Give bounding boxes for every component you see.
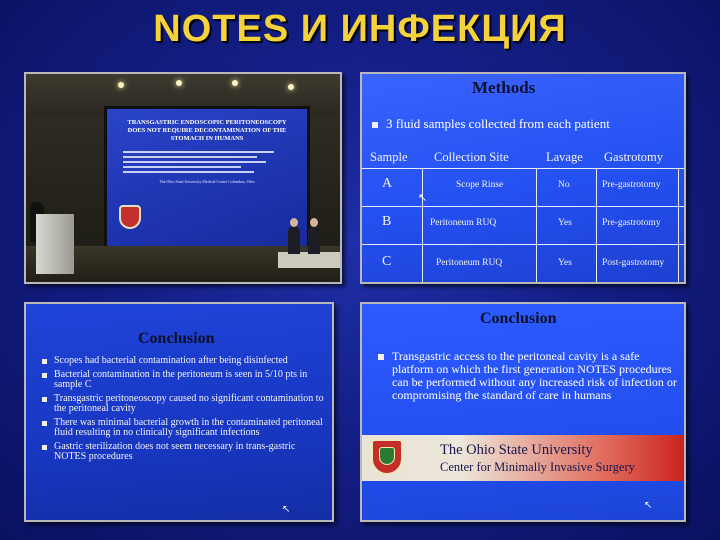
list-item [40,418,330,439]
list-item-text: There was minimal bacterial growth in the contaminated peritoneal fluid resulting in no clinically significant infections [54,416,323,438]
bullet-square [42,359,47,364]
table-cell-site: Scope Rinse [456,180,504,190]
panelist-head [310,218,318,227]
methods-bullet-text: 3 fluid samples collected from each patient [386,116,610,131]
table-rule [422,168,423,284]
page-title: NOTES И ИНФЕКЦИЯ [153,8,567,50]
bullet-square [42,421,47,426]
table-cell-lavage: No [558,180,570,190]
table-rule [596,168,597,284]
list-item-text: Transgastric peritoneoscopy caused no significant contamination to the peritoneal cavity [54,392,324,414]
ceiling-light [288,84,294,90]
header-collection-site: Collection Site [434,150,509,164]
screen-institution: The Ohio State University Medical Center Columbus, Ohio [159,179,255,184]
table-cell-gastrotomy: Pre-gastrotomy [602,180,661,190]
list-item [40,356,330,367]
conclusion-right-text: Transgastric access to the peritoneal cavity is a safe platform on which the first generation NOTES procedures can be performed without any increased risk of infection or compromising the standard of care in humans [392,349,677,402]
auditorium-photo [24,72,342,284]
center-name: Center for Minimally Invasive Surgery [440,460,635,474]
table-cell-site: Peritoneum RUQ [430,218,497,228]
methods-bullet [372,116,610,132]
university-seal [370,438,404,476]
table-rule [678,168,679,284]
methods-slide [360,72,686,284]
table-cell-gastrotomy: Post-gastrotomy [602,258,665,268]
lectern [36,214,74,274]
header-lavage: Lavage [546,150,583,164]
list-item [40,394,330,415]
mouse-cursor-icon: ↖ [282,504,291,515]
list-item [40,370,330,391]
ceiling-light [118,82,124,88]
list-item-text: Scopes had bacterial contamination after being disinfected [54,355,288,366]
panelist-head [290,218,298,227]
table-rule [362,206,686,207]
header-gastrotomy: Gastrotomy [604,150,664,164]
bullet-square [378,354,384,360]
mouse-cursor-icon: ↖ [418,192,428,204]
table-cell-sample: A [382,176,393,191]
mouse-cursor-icon: ↖ [644,500,653,511]
university-seal [119,205,141,229]
conclusion-slide-left [24,302,334,522]
ceiling-light [176,80,182,86]
bullet-square [42,373,47,378]
list-item-text: Gastric sterilization does not seem necessary in trans-gastric NOTES procedures [54,440,296,462]
table-rule [362,168,686,169]
conclusion-right-title: Conclusion [480,310,557,327]
table-cell-sample: B [382,214,392,229]
conclusion-slide-right [360,302,686,522]
table-cell-gastrotomy: Pre-gastrotomy [602,218,661,228]
seal-emblem [379,447,395,465]
bullet-square [42,397,47,402]
table-cell-site: Peritoneum RUQ [436,258,503,268]
conclusion-left-list [40,356,330,466]
university-name: The Ohio State University [440,442,593,458]
screen-title: TRANSGASTRIC ENDOSCOPIC PERITONEOSCOPY DOES NOT REQUIRE DECONTAMINATION OF THE STOMACH IN HUMANS [127,119,287,142]
table-cell-lavage: Yes [558,218,572,228]
table-cell-sample: C [382,254,392,269]
conclusion-left-title: Conclusion [138,330,215,347]
header-sample: Sample [370,150,408,164]
bullet-square [42,445,47,450]
table-cell-lavage: Yes [558,258,572,268]
table-rule [536,168,537,284]
methods-title: Methods [472,78,536,97]
list-item [40,442,330,463]
table-rule [362,244,686,245]
list-item-text: Bacterial contamination in the peritoneum is seen in 5/10 pts in sample C [54,368,308,390]
bullet-square [372,122,378,128]
ceiling-light [232,80,238,86]
screen-authors [123,151,291,173]
panelist-figure [288,226,300,254]
conclusion-right-bullet [376,350,682,402]
panel-table [278,252,342,268]
panelist-figure [308,226,320,254]
